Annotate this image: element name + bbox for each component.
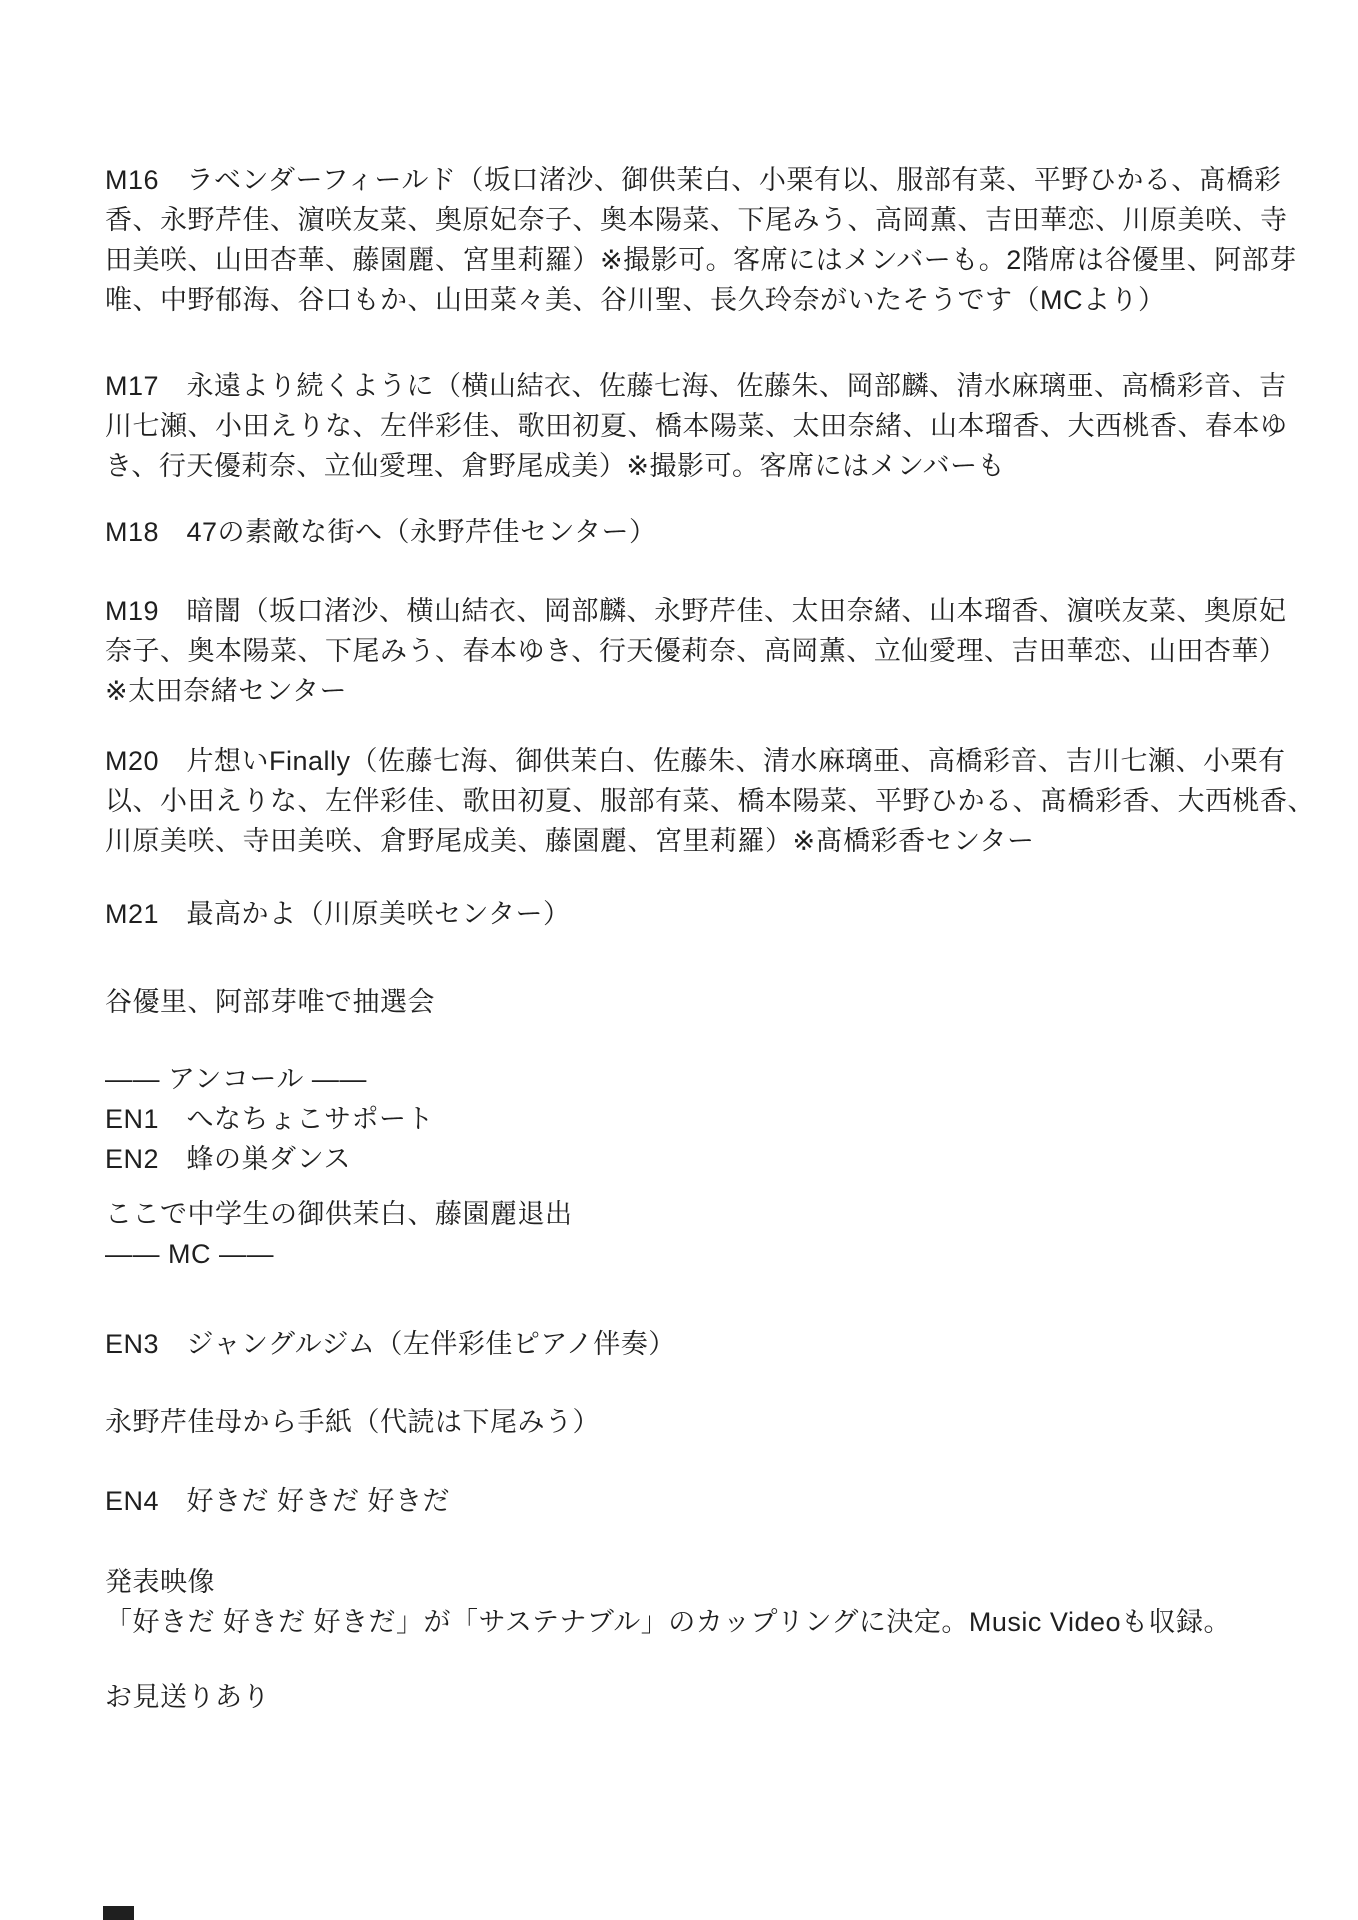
song-entry-m18 (105, 512, 1263, 552)
song-entry-m19 (105, 591, 1287, 711)
song-m17-line-2: 川七瀬、小田えりな、左伴彩佳、歌田初夏、橋本陽菜、太田奈緒、山本瑠香、大西桃香、春本ゆ (105, 411, 1288, 441)
song-m20-line-1: M20 片想いFinally（佐藤七海、御供茉白、佐藤朱、清水麻璃亜、高橋彩音、吉川七瀬、小栗有 (105, 746, 1286, 776)
announcement-detail: 「好きだ 好きだ 好きだ」が「サステナブル」のカップリングに決定。Music Videoも収録。 (105, 1607, 1231, 1637)
song-entry-m20 (105, 741, 1315, 861)
lottery-note (105, 982, 1263, 1022)
song-m19-line-2: 奈子、奥本陽菜、下尾みう、春本ゆき、行天優莉奈、高岡薫、立仙愛理、吉田華恋、山田杏華） (105, 636, 1287, 666)
encore-divider: ―― アンコール ―― (105, 1064, 367, 1094)
song-m19-line-1: M19 暗闇（坂口渚沙、横山結衣、岡部麟、永野芹佳、太田奈緒、山本瑠香、濵咲友菜、奥原妃 (105, 596, 1287, 626)
announcement-section (105, 1562, 1263, 1642)
song-en3-line-1: EN3 ジャングルジム（左伴彩佳ピアノ伴奏） (105, 1329, 676, 1359)
letter-note (105, 1402, 1263, 1442)
cutoff-text-sliver (103, 1906, 134, 1920)
song-m17-line-3: き、行天優莉奈、立仙愛理、倉野尾成美）※撮影可。客席にはメンバーも (105, 451, 1006, 481)
song-en4-line-1: EN4 好きだ 好きだ 好きだ (105, 1486, 451, 1516)
exit-note: ここで中学生の御供茉白、藤園麗退出 (105, 1199, 573, 1229)
song-m17-line-1: M17 永遠より続くように（横山結衣、佐藤七海、佐藤朱、岡部麟、清水麻璃亜、高橋彩音、吉 (105, 371, 1287, 401)
song-entry-en2: EN2 蜂の巣ダンス (105, 1144, 351, 1174)
song-m16-line-1: M16 ラベンダーフィールド（坂口渚沙、御供茉白、小栗有以、服部有菜、平野ひかる、髙橋彩 (105, 165, 1282, 195)
song-m19-line-3: ※太田奈緒センター (105, 676, 348, 706)
letter-line: 永野芹佳母から手紙（代読は下尾みう） (105, 1407, 600, 1437)
lottery-line: 谷優里、阿部芽唯で抽選会 (105, 987, 435, 1017)
song-m16-line-4: 唯、中野郁海、谷口もか、山田菜々美、谷川聖、長久玲奈がいたそうです（MCより） (105, 285, 1166, 315)
song-entry-m21 (105, 894, 1263, 934)
song-entry-m16 (105, 160, 1297, 320)
song-entry-en4 (105, 1481, 1263, 1521)
announcement-heading: 発表映像 (105, 1567, 215, 1597)
song-m20-line-3: 川原美咲、寺田美咲、倉野尾成美、藤園麗、宮里莉羅）※髙橋彩香センター (105, 826, 1035, 856)
song-m18-line-1: M18 47の素敵な街へ（永野芹佳センター） (105, 517, 657, 547)
song-entry-en3 (105, 1324, 1263, 1364)
encore-section (105, 1059, 1263, 1179)
song-m21-line-1: M21 最高かよ（川原美咲センター） (105, 899, 571, 929)
sendoff-note (105, 1677, 1263, 1717)
exit-note-section (105, 1194, 1263, 1274)
sendoff-line: お見送りあり (105, 1682, 270, 1712)
song-m16-line-2: 香、永野芹佳、濵咲友菜、奥原妃奈子、奥本陽菜、下尾みう、高岡薫、吉田華恋、川原美咲、寺 (105, 205, 1288, 235)
song-entry-m17 (105, 366, 1288, 486)
mc-divider: ―― MC ―― (105, 1239, 274, 1269)
song-entry-en1: EN1 へなちょこサポート (105, 1104, 435, 1134)
song-m16-line-3: 田美咲、山田杏華、藤園麗、宮里莉羅）※撮影可。客席にはメンバーも。2階席は谷優里、阿部芽 (105, 245, 1297, 275)
song-m20-line-2: 以、小田えりな、左伴彩佳、歌田初夏、服部有菜、橋本陽菜、平野ひかる、髙橋彩香、大西桃香、 (105, 786, 1315, 816)
